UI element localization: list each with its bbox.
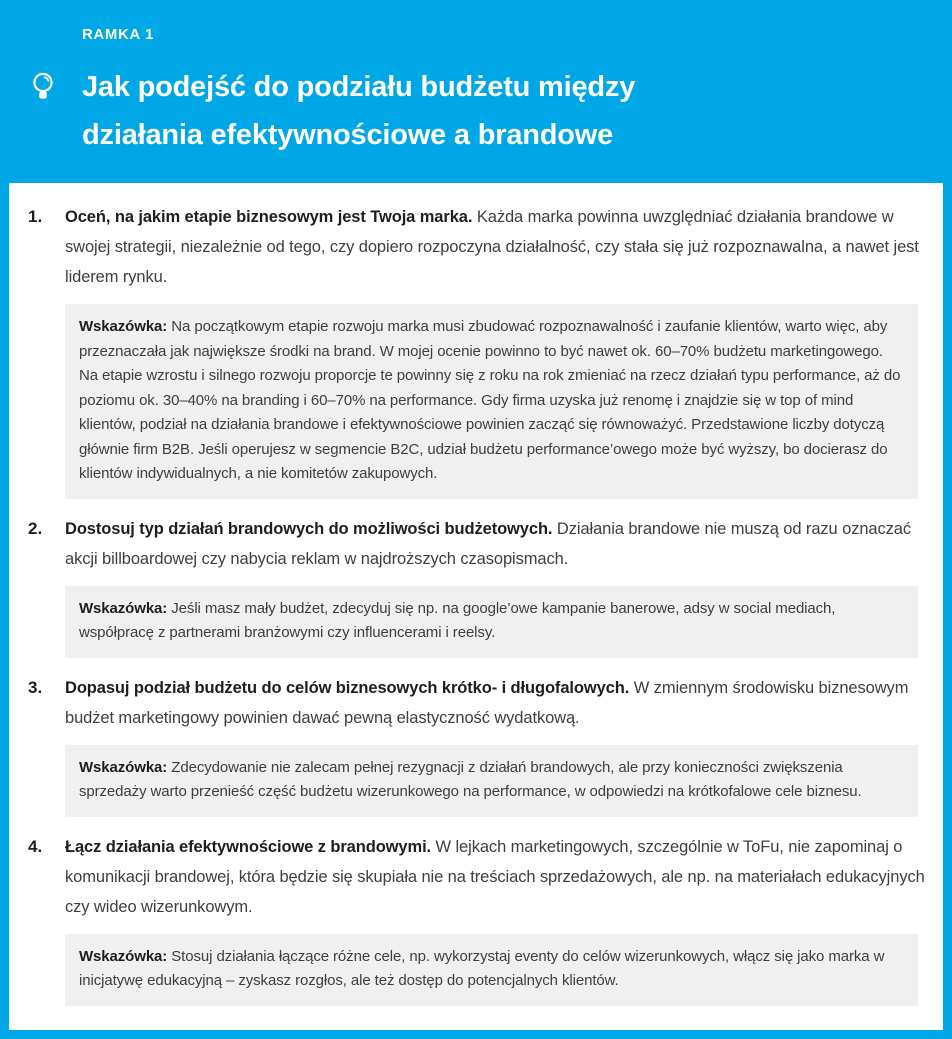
item-number: 1. bbox=[28, 207, 43, 226]
frame-title-line-2: działania efektywnościowe a brandowe bbox=[82, 119, 614, 151]
item-text bbox=[65, 832, 925, 922]
item-text bbox=[65, 673, 925, 733]
frame-header bbox=[0, 0, 952, 183]
list-item-4 bbox=[28, 832, 925, 1006]
frame-title-line-1: Jak podejść do podziału budżetu między bbox=[82, 71, 636, 103]
item-body-text: Działania brandowe nie muszą od razu oznaczać akcji billboardowej czy nabycia reklam w najdroższych czasopismach. bbox=[65, 519, 912, 568]
tip-body-text: Zdecydowanie nie zalecam pełnej rezygnacji z działań brandowych, ale przy konieczności zwiększenia sprzedaży warto przenieść część budżetu wizerunkowego na performance, w odpowiedzi na krótkofalowe cele biznesu. bbox=[79, 758, 862, 800]
item-bold-lead: Dostosuj typ działań brandowych do możliwości budżetowych. bbox=[65, 519, 553, 538]
tip-box-2 bbox=[65, 586, 918, 658]
list-item-2 bbox=[28, 514, 925, 658]
item-number: 2. bbox=[28, 518, 43, 538]
tip-body-text: Stosuj działania łączące różne cele, np. wykorzystaj eventy do celów wizerunkowych, włącz się jako marka w inicjatywę edukacyjną – zyskasz rozgłos, ale też dostęp do potencjalnych klientów. bbox=[79, 947, 885, 989]
lightbulb-icon bbox=[30, 63, 82, 159]
item-body-text: W lejkach marketingowych, szczególnie w ToFu, nie zapominaj o komunikacji brandowej, która będzie się skupiała nie na treściach sprzedażowych, ale np. na materiałach edukacyjnych czy wideo wizerunkowym. bbox=[65, 837, 925, 916]
frame-body bbox=[9, 183, 943, 1030]
item-text bbox=[65, 514, 925, 574]
tip-body-text: Jeśli masz mały budżet, zdecyduj się np. na google’owe kampanie banerowe, adsy w social mediach, współpracę z partnerami branżowymi czy influencerami i reelsy. bbox=[79, 599, 836, 641]
tip-text bbox=[79, 315, 904, 487]
tip-text bbox=[79, 945, 904, 994]
list-item-1 bbox=[28, 202, 925, 499]
item-number: 3. bbox=[28, 677, 43, 697]
item-number: 4. bbox=[28, 836, 43, 856]
tip-text bbox=[79, 597, 904, 646]
tip-box-4 bbox=[65, 934, 918, 1006]
tip-label: Wskazówka: bbox=[79, 947, 168, 965]
item-bold-lead: Oceń, na jakim etapie biznesowym jest Twoja marka. bbox=[65, 208, 473, 226]
item-text bbox=[65, 202, 925, 292]
tip-box-1 bbox=[65, 304, 918, 499]
item-body-text: Każda marka powinna uwzględniać działania brandowe w swojej strategii, niezależnie od tego, czy dopiero rozpoczyna działalność, czy stała się już rozpoznawalna, a nawet jest liderem rynku. bbox=[65, 208, 919, 286]
list-item-3 bbox=[28, 673, 925, 817]
frame-title bbox=[82, 63, 912, 159]
item-body-text: W zmiennym środowisku biznesowym budżet marketingowy powinien dawać pewną elastyczność wydatkową. bbox=[65, 678, 909, 727]
tip-text bbox=[79, 756, 904, 805]
tip-label: Wskazówka: bbox=[79, 758, 168, 776]
tip-label: Wskazówka: bbox=[79, 599, 168, 617]
item-bold-lead: Dopasuj podział budżetu do celów biznesowych krótko- i długofalowych. bbox=[65, 678, 630, 697]
item-bold-lead: Łącz działania efektywnościowe z brandowymi. bbox=[65, 837, 432, 856]
frame-label: RAMKA 1 bbox=[82, 26, 154, 43]
tip-body-text: Na początkowym etapie rozwoju marka musi zbudować rozpoznawalność i zaufanie klientów, warto więc, aby przeznaczała jak największe środki na brand. W mojej ocenie powinno to być nawet ok. 60–70% budżetu marketingowego. Na etapie wzrostu i silnego rozwoju proporcje te powinny się z roku na rok zmieniać na rzecz działań typu performance, aż do poziomu ok. 30–40% na branding i 60–70% na performance. Gdy firma uzyska już renomę i znajdzie się w top of mind klientów, podział na działania brandowe i efektywnościowe powinien zacząć się równoważyć. Przedstawione liczby dotyczą głównie firm B2B. Jeśli operujesz w segmencie B2C, udział budżetu performance’owego może być wyższy, bo docierasz do klientów indywidualnych, a nie komitetów zakupowych. bbox=[79, 318, 901, 482]
tip-label: Wskazówka: bbox=[79, 318, 168, 335]
tip-box-3 bbox=[65, 745, 918, 817]
